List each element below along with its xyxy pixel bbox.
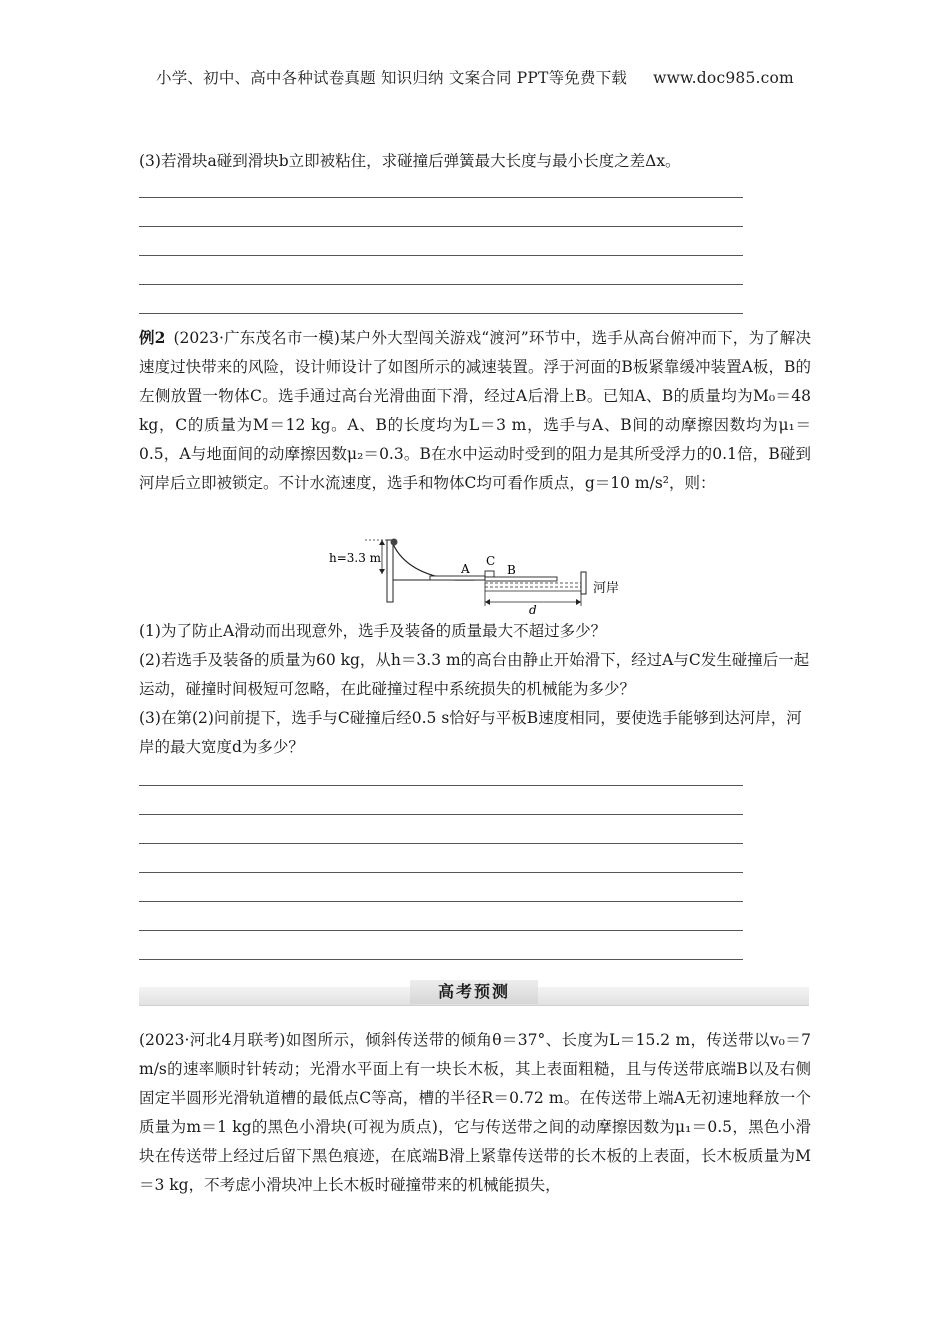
height-arrow-head-top <box>379 540 385 545</box>
contestant-ball <box>391 539 398 546</box>
label-c: C <box>486 554 496 568</box>
answer-line <box>139 785 743 786</box>
answer-line <box>139 313 743 314</box>
example-2-text <box>139 323 811 498</box>
example-2-question-1: (1)为了防止A滑动而出现意外，选手及装备的质量最大不超过多少？ <box>139 622 607 640</box>
example-body: (2023·广东茂名市一模)某户外大型闯关游戏“渡河”环节中，选手从高台俯冲而下，为了解决速度过快带来的风险，设计师设计了如图所示的减速装置。浮于河面的B板紧靠缓冲装置A板，B的左侧放置一物体C。选手通过高台光滑曲面下滑，经过A后滑上B。已知A、B的质量均为M₀＝48 kg，C的质量为M＝12 kg。A、B的长度均为L＝3 m，选手与A、B间的动摩擦因数均为μ₁＝0.5，A与地面间的动摩擦因数μ₂＝0.3。B在水中运动时受到的阻力是其所受浮力的0.1倍，B碰到河岸后立即被锁定。不计水流速度，选手和物体C均可看作质点，g＝10 m/s²，则： <box>139 329 811 492</box>
answer-line <box>139 959 743 960</box>
board-b <box>485 577 557 581</box>
height-arrow-head-bottom <box>379 569 385 574</box>
answer-line <box>139 284 743 285</box>
answer-line <box>139 255 743 256</box>
answer-line <box>139 843 743 844</box>
page-header <box>0 66 950 88</box>
section-title: 高考预测 <box>410 980 538 1004</box>
bank-label: 河岸 <box>593 581 620 596</box>
example-2-question-2: (2)若选手及装备的质量为60 kg，从h＝3.3 m的高台由静止开始滑下，经过A与C发生碰撞后一起运动，碰撞时间极短可忽略，在此碰撞过程中系统损失的机械能为多少？ <box>139 651 810 698</box>
object-c <box>485 571 494 577</box>
header-website: www.doc985.com <box>653 69 794 87</box>
d-arrow-head-right <box>576 599 581 605</box>
header-left-text: 小学、初中、高中各种试卷真题 知识归纳 文案合同 PPT等免费下载 <box>156 69 628 87</box>
answer-line <box>139 197 743 198</box>
example-label: 例2 <box>139 328 166 347</box>
high-platform <box>387 540 393 602</box>
answer-line <box>139 901 743 902</box>
answer-line <box>139 226 743 227</box>
answer-line <box>139 872 743 873</box>
answer-line <box>139 930 743 931</box>
slide-diagram <box>325 534 625 616</box>
label-b: B <box>507 563 516 577</box>
prev-question-3: (3)若滑块a碰到滑块b立即被粘住，求碰撞后弹簧最大长度与最小长度之差Δx。 <box>139 152 681 170</box>
label-a: A <box>461 562 470 576</box>
answer-line <box>139 814 743 815</box>
example-2-question-3: (3)在第(2)问前提下，选手与C碰撞后经0.5 s恰好与平板B速度相同，要使选手能够到达河岸，河岸的最大宽度d为多少？ <box>139 709 802 756</box>
river-bank <box>581 572 586 594</box>
prediction-problem-text: (2023·河北4月联考)如图所示，倾斜传送带的倾角θ＝37°、长度为L＝15.2 m，传送带以v₀＝7 m/s的速率顺时针转动；光滑水平面上有一块长木板，其上表面粗糙，且与传送带底端B以及右侧固定半圆形光滑轨道槽的最低点C等高，槽的半径R＝0.72 m。在传送带上端A无初速地释放一个质量为m＝1 kg的黑色小滑块(可视为质点)，它与传送带之间的动摩擦因数为μ₁＝0.5，黑色小滑块在传送带上经过后留下黑色痕迹，在底端B滑上紧靠传送带的长木板的上表面，长木板质量为M＝3 kg，不考虑小滑块冲上长木板时碰撞带来的机械能损失， <box>139 1031 811 1194</box>
height-label: h=3.3 m <box>329 551 382 565</box>
d-arrow-head-left <box>485 599 490 605</box>
board-a <box>430 576 485 580</box>
label-d: d <box>529 603 537 616</box>
